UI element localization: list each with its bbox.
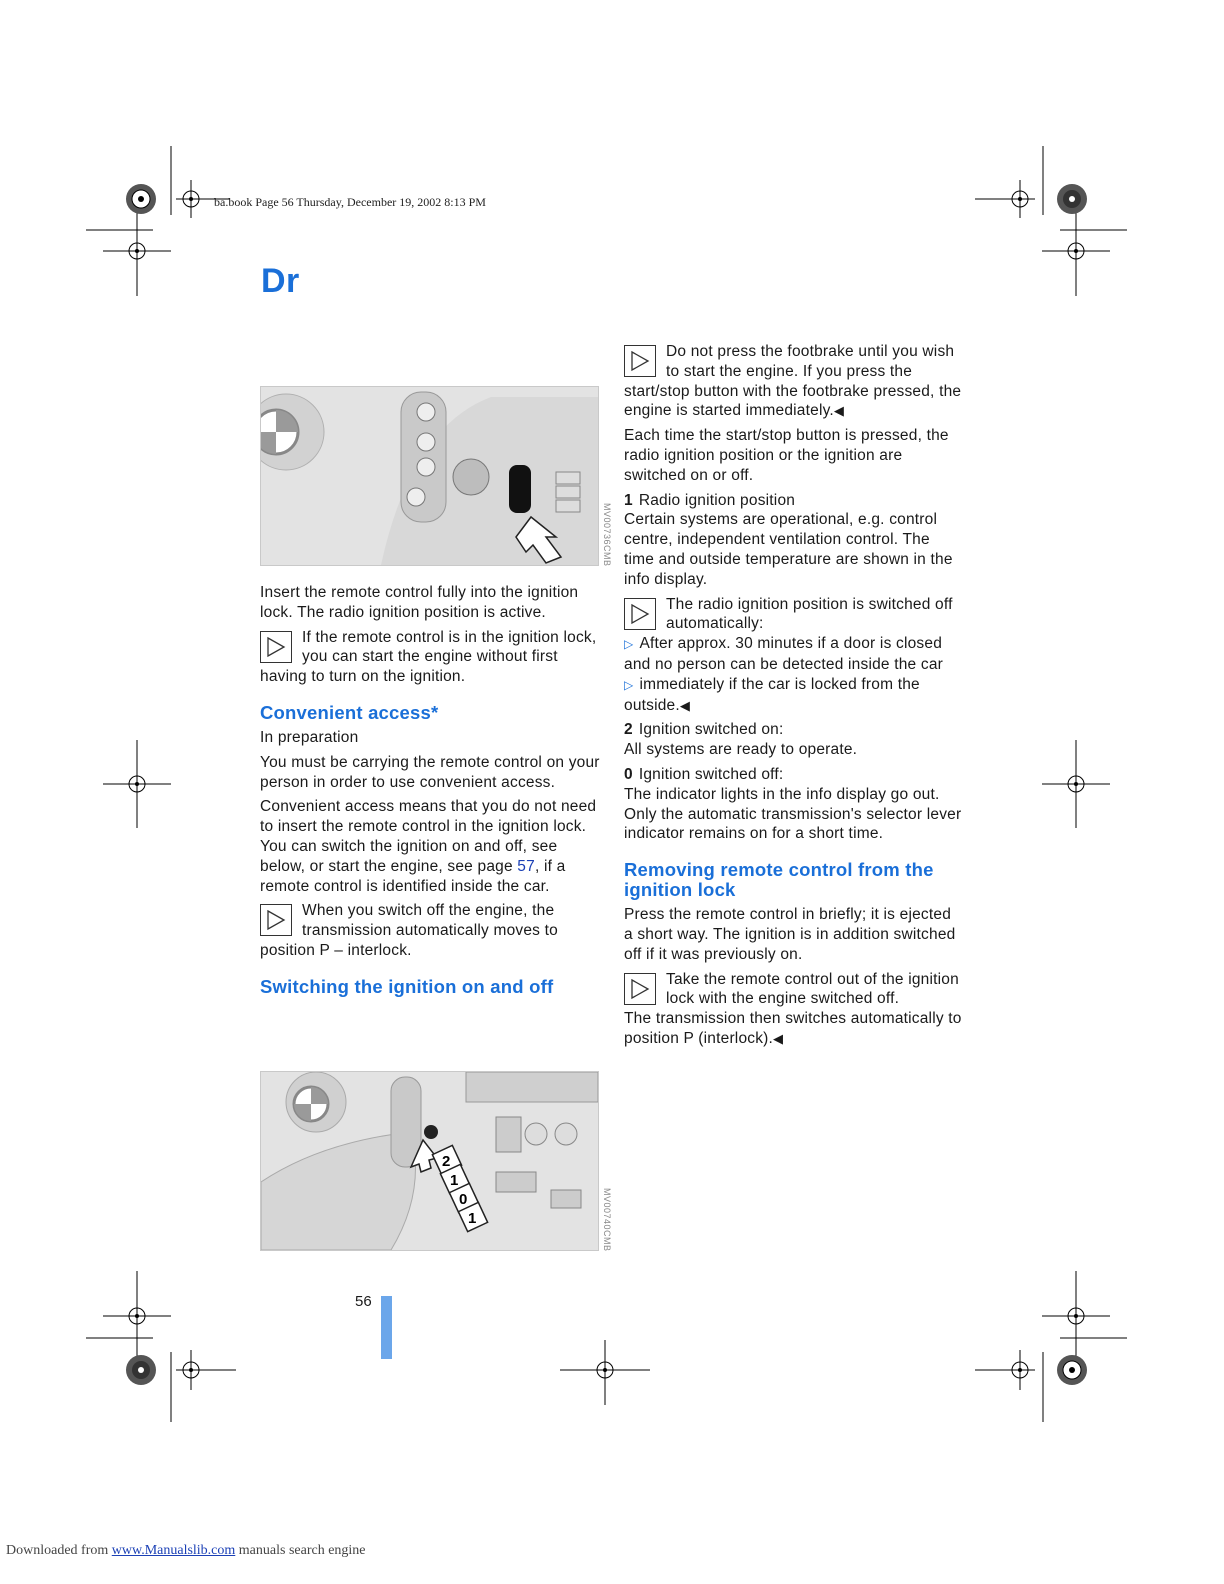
bullet-text: immediately if the car is locked from the outside.: [624, 675, 920, 714]
removing-p2-text: The transmission then switches automatically to position P (interlock).: [624, 1010, 962, 1047]
figure1-code: MV00736CMB: [602, 503, 612, 567]
position-0-text: The indicator lights in the info display go out. Only the automatic transmission's selector lever indicator remains on for a short time.: [624, 785, 962, 843]
position-2-title: Ignition switched on:: [638, 721, 784, 739]
end-mark: ◀: [679, 697, 691, 713]
position-1-text: Certain systems are operational, e.g. control centre, independent ventilation control. The time and outside temperature are shown in the info display.: [624, 511, 953, 588]
position-label: 2: [442, 1153, 451, 1170]
position-0: [624, 765, 964, 844]
position-2: [624, 720, 964, 760]
end-mark: ◀: [833, 403, 845, 419]
note-interlock: [260, 901, 600, 960]
position-2-number: 2: [624, 721, 633, 739]
position-1-title: Radio ignition position: [638, 491, 796, 509]
figure2-code: MV00740CMB: [602, 1188, 612, 1252]
figure-ignition-positions: [260, 1071, 599, 1251]
bullet-triangle-icon: ▷: [624, 677, 634, 692]
ignition-positions-illustration: [261, 1072, 598, 1250]
page-link[interactable]: 57: [517, 857, 535, 875]
position-2-text: All systems are ready to operate.: [624, 741, 858, 759]
position-1: [624, 491, 964, 590]
list-item: [624, 634, 964, 675]
convenient-p2: [260, 797, 600, 896]
book-header: ba.book Page 56 Thursday, December 19, 2002 8:13 PM: [214, 195, 486, 209]
position-label: 0: [459, 1191, 468, 1208]
note-icon: [260, 631, 292, 663]
convenient-sub: In preparation: [260, 728, 359, 746]
chapter-title: Dr: [261, 262, 300, 300]
list-item: [624, 675, 964, 716]
position-0-number: 0: [624, 765, 633, 783]
end-mark: ◀: [773, 1030, 784, 1046]
note-icon: [624, 973, 656, 1005]
removing-p1: Press the remote control in briefly; it is ejected a short way. The ignition is in addition switched off if it was previously on.: [624, 906, 956, 963]
bullet-triangle-icon: ▷: [624, 637, 634, 652]
heading-convenient-access: Convenient access*: [260, 701, 439, 723]
intro-paragraph: Insert the remote control fully into the ignition lock. The radio ignition position is active.: [260, 584, 579, 621]
note-interlock-text: When you switch off the engine, the transmission automatically moves to position P – interlock.: [260, 902, 558, 959]
steering-wheel-illustration: [261, 387, 598, 565]
figure-ignition-lock: [260, 386, 599, 566]
position-label: 1: [450, 1172, 459, 1189]
position-0-title: Ignition switched off:: [638, 765, 784, 783]
left-column: [260, 583, 600, 1002]
footer: [6, 1543, 366, 1559]
convenient-p1: You must be carrying the remote control on your person in order to use convenient access.: [260, 753, 600, 791]
note-take-out: [624, 970, 964, 1010]
note-footbrake: [624, 342, 964, 421]
note-take-out-text: Take the remote control out of the ignition lock with the engine switched off.: [666, 970, 959, 1008]
note-radio-off: [624, 595, 964, 635]
footer-link[interactable]: www.Manualslib.com: [111, 1543, 236, 1558]
convenient-p2-tail: , if a remote control is identified inside the car.: [260, 857, 566, 895]
page-tab-bar: [381, 1296, 392, 1359]
footer-prefix: Downloaded from: [6, 1543, 112, 1558]
position-1-number: 1: [624, 491, 633, 509]
page-number: 56: [355, 1293, 372, 1310]
note-start-engine: [260, 628, 600, 687]
position-label: 1: [468, 1210, 477, 1227]
note-icon: [624, 345, 656, 377]
note-icon: [624, 598, 656, 630]
note-icon: [260, 904, 292, 936]
footer-suffix: manuals search engine: [235, 1543, 366, 1558]
note-footbrake-text: Do not press the footbrake until you wish to start the engine. If you press the start/stop button with the footbrake pressed, the engine is started immediately.: [624, 343, 962, 420]
right-column: [624, 342, 964, 1054]
removing-p2: [624, 1009, 964, 1049]
convenient-p2-text: Convenient access means that you do not need to insert the remote control in the ignition lock. You can switch the ignition on and off, see below, or start the engine, see page: [260, 798, 597, 875]
note-radio-off-text: The radio ignition position is switched off automatically:: [666, 595, 953, 633]
start-stop-paragraph: Each time the start/stop button is pressed, the radio ignition position or the ignition are switched on or off.: [624, 427, 949, 484]
heading-switching-ignition: Switching the ignition on and off: [260, 975, 554, 997]
heading-removing-remote: Removing remote control from the ignition lock: [624, 859, 934, 901]
note-start-engine-text: If the remote control is in the ignition lock, you can start the engine without first having to turn on the ignition.: [260, 628, 597, 686]
bullet-list: [624, 634, 964, 715]
bullet-text: After approx. 30 minutes if a door is closed and no person can be detected inside the car: [624, 635, 944, 673]
